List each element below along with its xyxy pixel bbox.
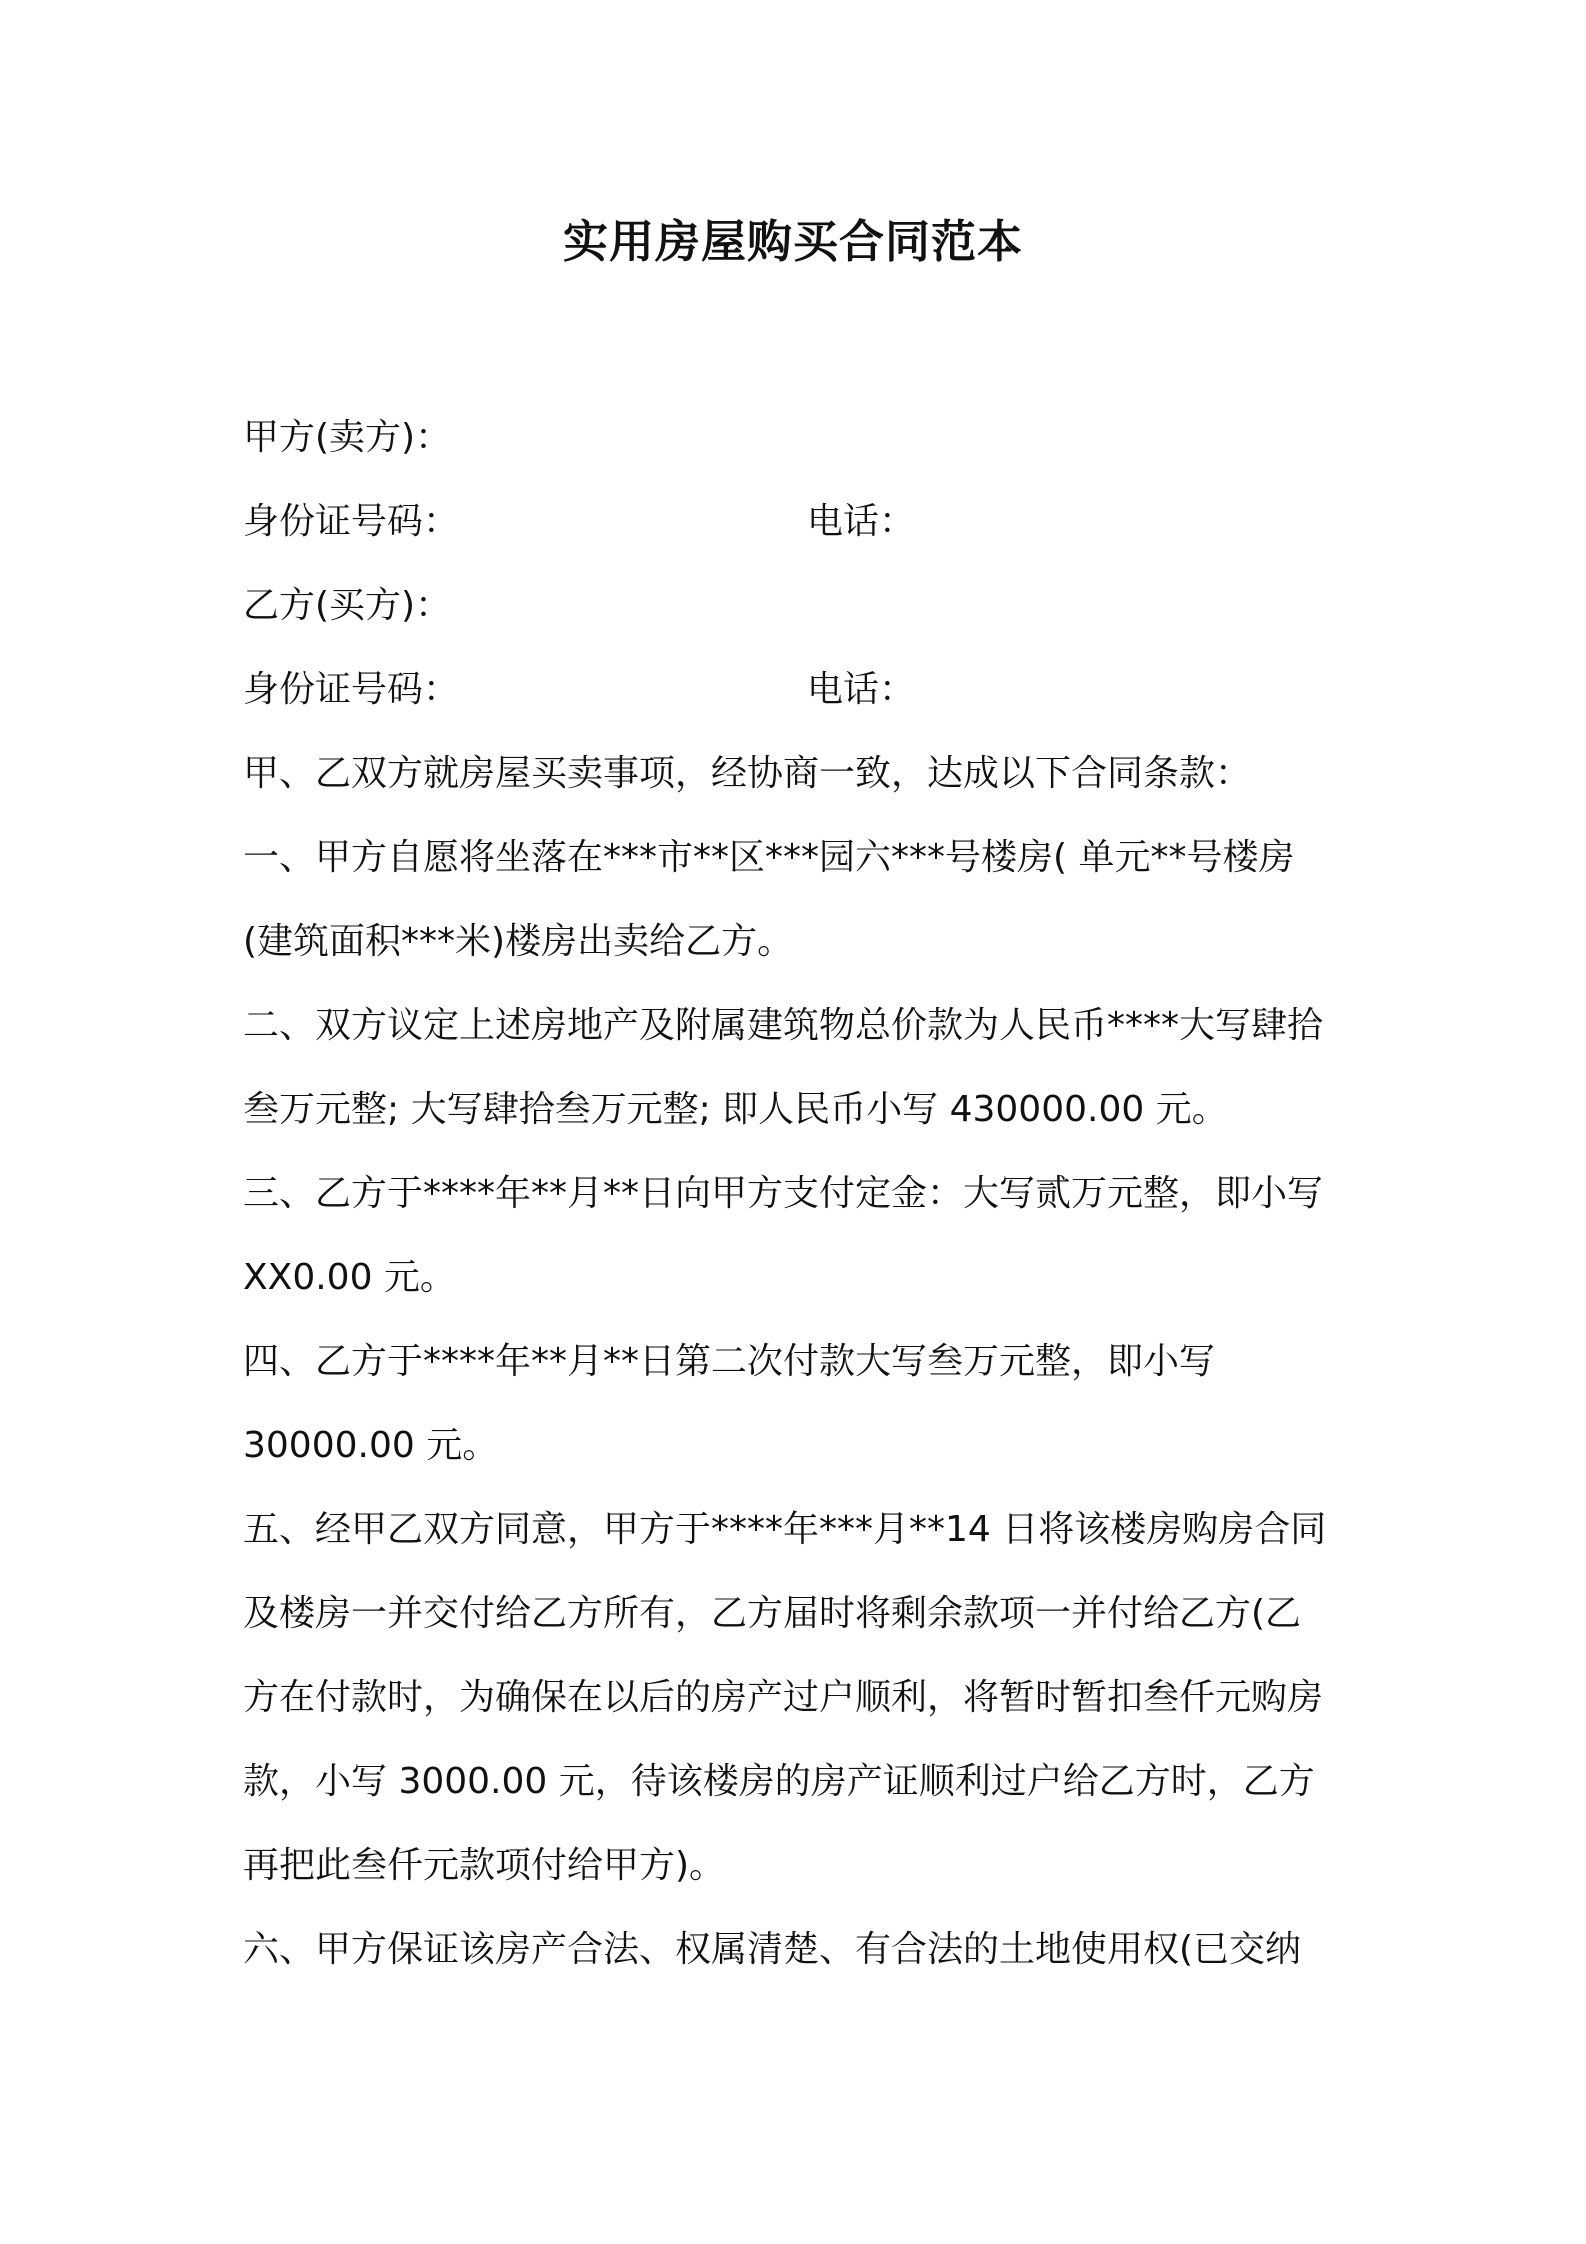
clause-line: 方在付款时，为确保在以后的房产过户顺利，将暂时暂扣叁仟元购房 (243, 1677, 1324, 1718)
clause-5 (243, 1500, 1363, 1920)
party-b-phone-label: 电话： (807, 669, 916, 710)
clause-2 (243, 996, 1363, 1164)
clause-line: 及楼房一并交付给乙方所有，乙方届时将剩余款项一并付给乙方(乙 (243, 1593, 1302, 1634)
clause-line: 再把此叁仟元款项付给甲方)。 (243, 1845, 726, 1886)
party-a-phone-label: 电话： (807, 501, 916, 542)
clauses-section (243, 828, 1363, 2004)
clause-line: 六、甲方保证该房产合法、权属清楚、有合法的土地使用权(已交纳 (243, 1929, 1302, 1970)
clause-line: 二、双方议定上述房地产及附属建筑物总价款为人民币****大写肆拾 (243, 1005, 1324, 1046)
clause-line: 五、经甲乙双方同意，甲方于****年***月**14 日将该楼房购房合同 (243, 1509, 1327, 1550)
party-b-contact-row (243, 660, 1363, 720)
party-a-label: 甲方(卖方)： (243, 417, 452, 458)
clause-4 (243, 1332, 1363, 1500)
clause-line: 三、乙方于****年**月**日向甲方支付定金：大写贰万元整，即小写 (243, 1173, 1324, 1214)
document-title: 实用房屋购买合同范本 (562, 215, 1023, 268)
clause-line: XX0.00 元。 (243, 1257, 456, 1298)
clause-6 (243, 1920, 1363, 2004)
party-a-id-label: 身份证号码： (243, 501, 460, 542)
clause-3 (243, 1164, 1363, 1332)
clause-line: 一、甲方自愿将坐落在***市**区***园六***号楼房( 单元**号楼房 (243, 837, 1295, 878)
clause-line: 叁万元整; 大写肆拾叁万元整; 即人民币小写 430000.00 元。 (243, 1089, 1228, 1130)
intro-paragraph: 甲、乙双方就房屋买卖事项，经协商一致，达成以下合同条款： (243, 753, 1252, 794)
clause-line: (建筑面积***米)楼房出卖给乙方。 (243, 921, 794, 962)
party-b-id-label: 身份证号码： (243, 669, 460, 710)
party-a-contact-row (243, 492, 1363, 552)
clause-line: 四、乙方于****年**月**日第二次付款大写叁万元整，即小写 (243, 1341, 1216, 1382)
clause-line: 款，小写 3000.00 元，待该楼房的房产证顺利过户给乙方时，乙方 (243, 1761, 1315, 1802)
party-b-label: 乙方(买方)： (243, 585, 452, 626)
clause-1 (243, 828, 1363, 996)
clause-line: 30000.00 元。 (243, 1425, 499, 1466)
